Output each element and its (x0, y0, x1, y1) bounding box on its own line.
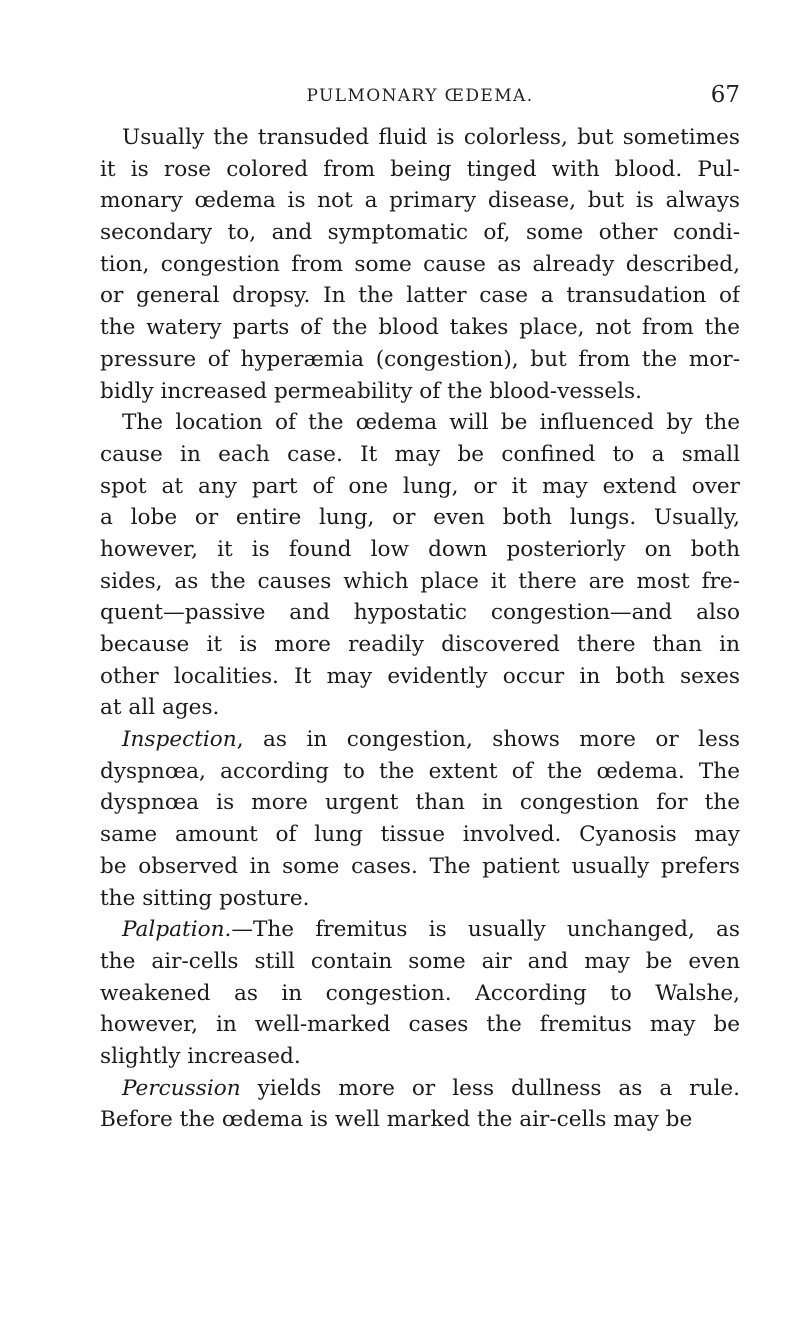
text-line: slightly increased. (100, 1043, 301, 1069)
text-line: weakened as in congestion. According to Walshe, (100, 980, 740, 1006)
text-line: cause in each case. It may be confined to a small (100, 441, 740, 467)
page-header (100, 82, 740, 116)
text-line: dyspnœa is more urgent than in congestion for the (100, 790, 740, 816)
text-line: quent—passive and hypostatic congestion—and also (100, 600, 740, 626)
text-line: the watery parts of the blood takes place, not from the (100, 315, 740, 341)
text-line: other localities. It may evidently occur in both sexes (100, 663, 740, 689)
text-line: the air-cells still contain some air and may be even (100, 948, 740, 974)
text-line: because it is more readily discovered there than in (100, 632, 740, 657)
text-line: same amount of lung tissue involved. Cyanosis may (100, 822, 740, 848)
page-number: 67 (710, 82, 740, 108)
text-line: bidly increased permeability of the blood-vessels. (100, 378, 642, 404)
text-line: or general dropsy. In the latter case a transudation of (100, 283, 740, 309)
text-line: spot at any part of one lung, or it may extend over (100, 473, 740, 499)
text-line: pressure of hyperæmia (congestion), but from the mor- (100, 346, 740, 372)
text-line: Inspection, as in congestion, shows more or less (122, 727, 740, 753)
text-line: it is rose colored from being tinged with blood. Pul- (100, 156, 740, 182)
running-title: PULMONARY ŒDEMA. (306, 86, 534, 106)
text-line: Usually the transuded fluid is colorless, but sometimes (122, 125, 740, 150)
text-line: Percussion yields more or less dullness as a rule. (122, 1075, 740, 1101)
text-line: secondary to, and symptomatic of, some other condi- (100, 220, 740, 246)
section-heading-palpation: Palpation. (122, 917, 232, 943)
text-line: sides, as the causes which place it there are most fre- (100, 568, 740, 594)
text-line: tion, congestion from some cause as already described, (100, 251, 740, 277)
section-heading-inspection: Inspection (122, 727, 237, 753)
text-line: monary œdema is not a primary disease, but is always (100, 188, 740, 214)
section-heading-percussion: Percussion (122, 1075, 241, 1101)
text-line: The location of the œdema will be influenced by the (122, 410, 740, 436)
text-line: be observed in some cases. The patient usually prefers (100, 853, 740, 879)
text-line: at all ages. (100, 695, 220, 721)
text-line: Palpation.—The fremitus is usually unchanged, as (122, 917, 740, 943)
text-line: a lobe or entire lung, or even both lungs. Usually, (100, 505, 740, 531)
text-line: dyspnœa, according to the extent of the œdema. The (100, 758, 740, 784)
text-line: Before the œdema is well marked the air-cells may be (100, 1107, 693, 1133)
text-line: however, it is found low down posteriorly on both (100, 536, 740, 562)
body-text (100, 122, 740, 1136)
text-line: however, in well-marked cases the fremitus may be (100, 1012, 740, 1038)
text-line: the sitting posture. (100, 885, 310, 911)
